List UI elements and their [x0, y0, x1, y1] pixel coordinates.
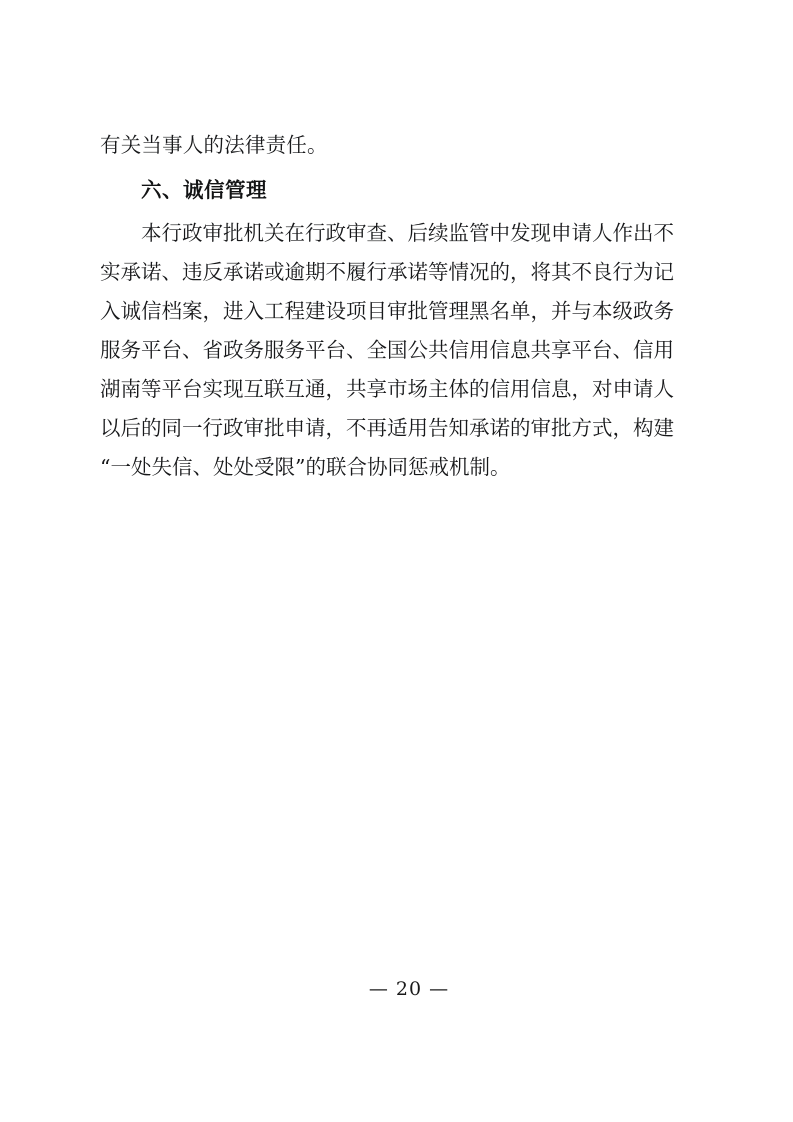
paragraph-line: “一处失信、处处受限”的联合协同惩戒机制。 — [100, 455, 511, 479]
paragraph-line: 实承诺、违反承诺或逾期不履行承诺等情况的，将其不良行为记 — [100, 260, 674, 284]
section-heading: 六、诚信管理 — [141, 178, 267, 202]
paragraph-line: 服务平台、省政务服务平台、全国公共信用信息共享平台、信用 — [100, 338, 674, 362]
page-number: — 20 — — [368, 978, 450, 1000]
paragraph-line: 本行政审批机关在行政审查、后续监管中发现申请人作出不 — [141, 221, 674, 245]
paragraph-line: 湖南等平台实现互联互通，共享市场主体的信用信息，对申请人 — [100, 377, 674, 401]
paragraph-credit-management — [100, 214, 696, 487]
document-body — [100, 126, 696, 487]
paragraph-line: 入诚信档案，进入工程建设项目审批管理黑名单，并与本级政务 — [100, 299, 674, 323]
page-footer — [0, 978, 793, 1000]
paragraph-line: 以后的同一行政审批申请，不再适用告知承诺的审批方式，构建 — [100, 416, 674, 440]
paragraph-continuation: 有关当事人的法律责任。 — [100, 133, 328, 157]
